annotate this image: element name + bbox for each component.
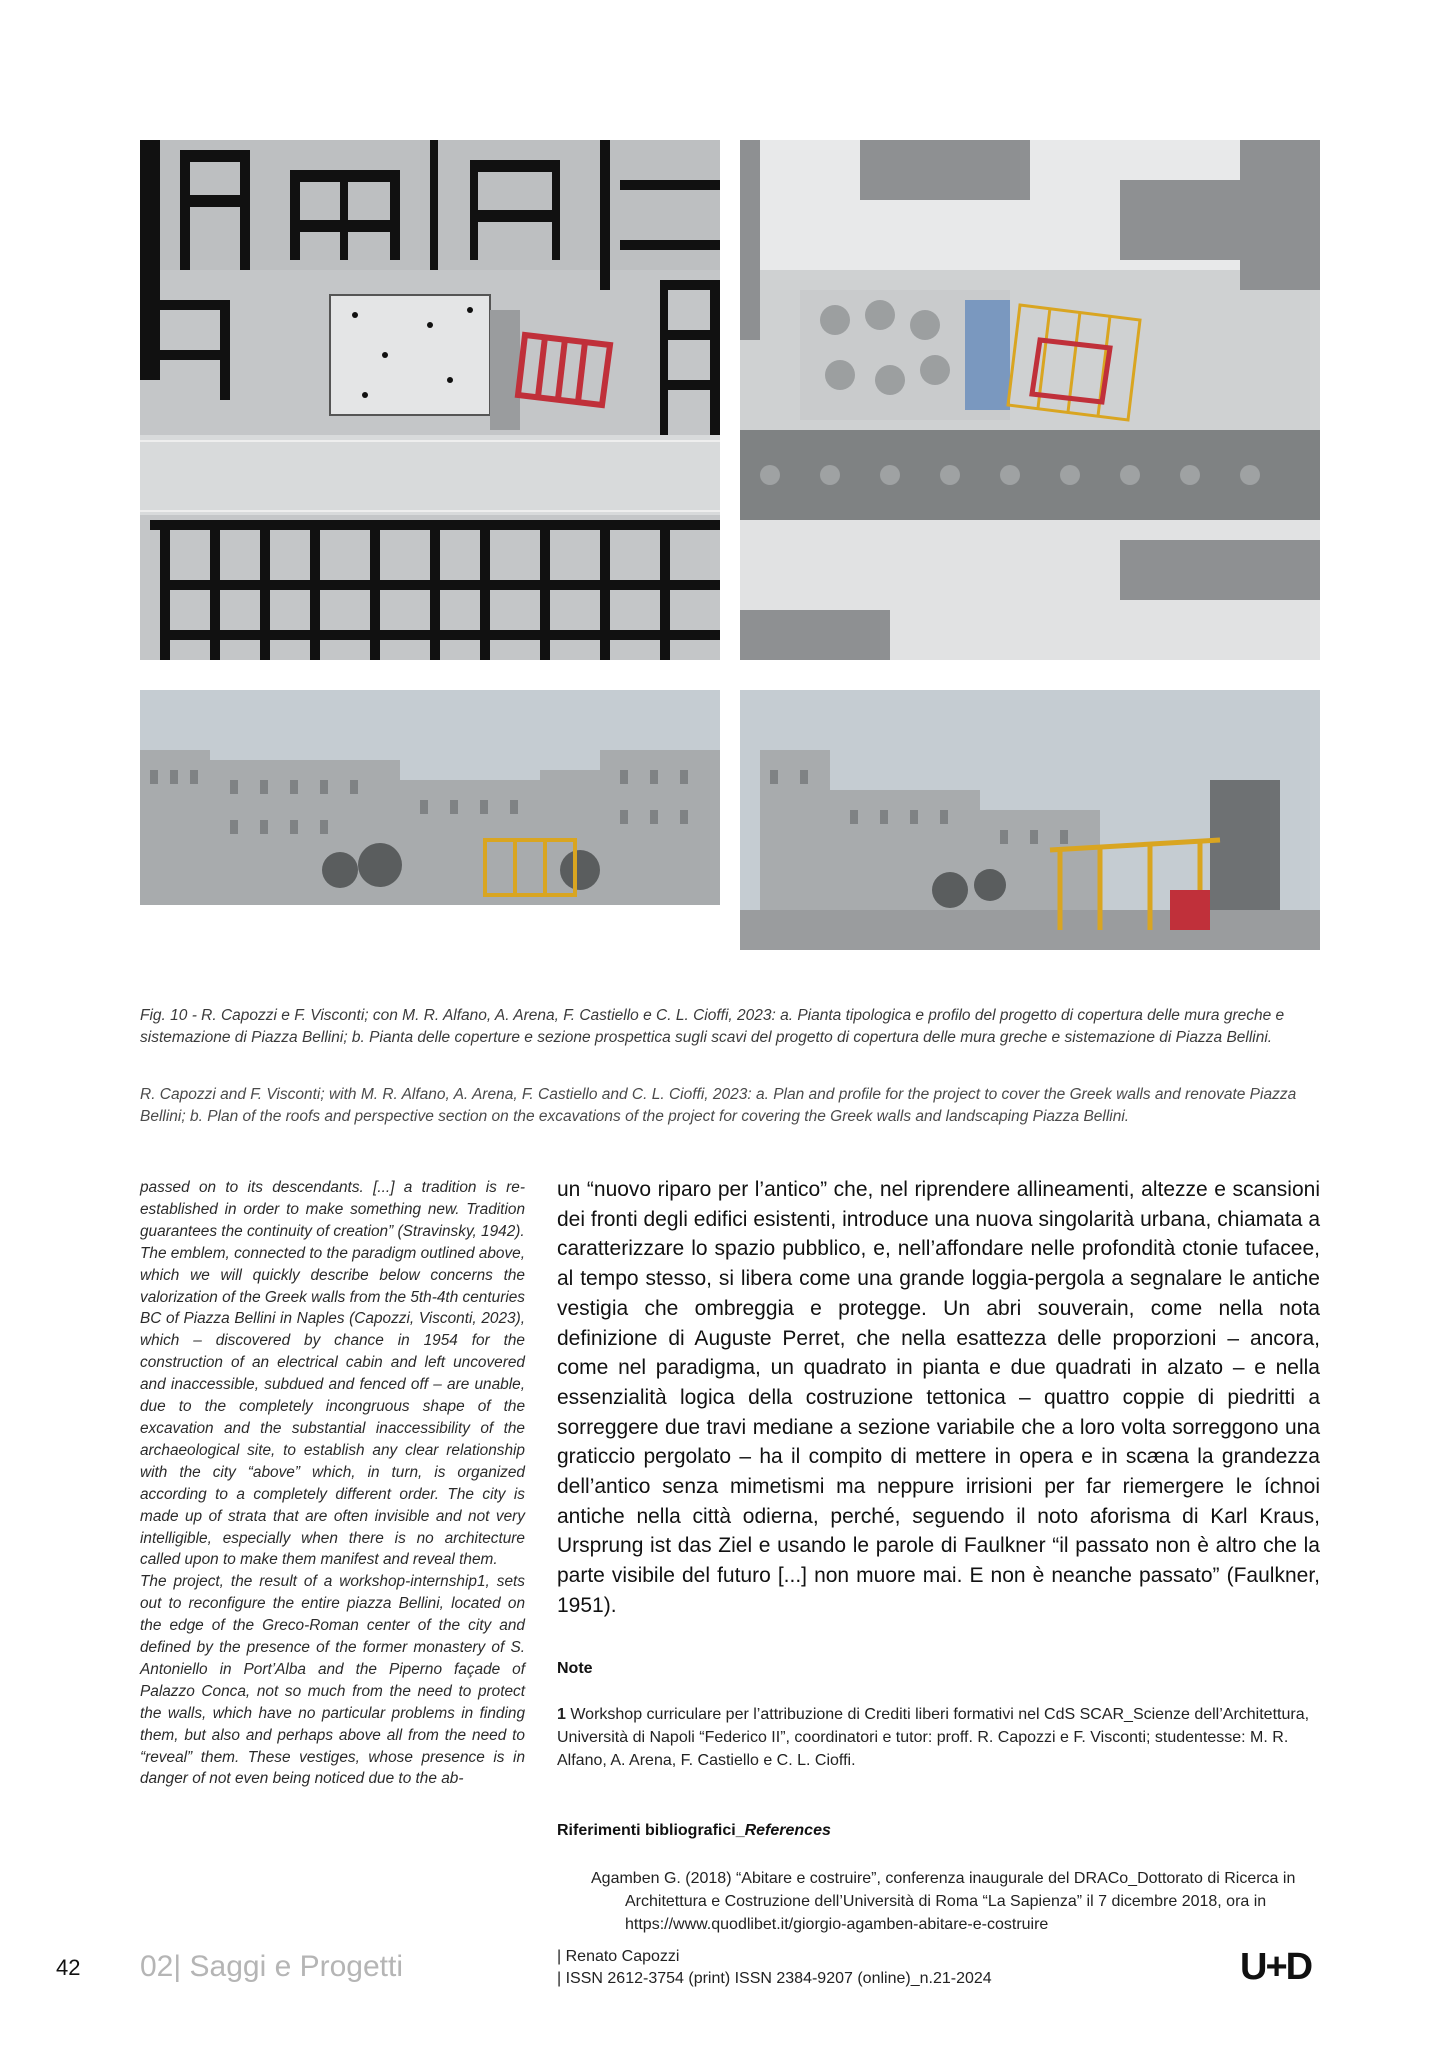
footer-credits (557, 1946, 992, 1990)
section-label (140, 1950, 403, 1984)
section-number: 02 (140, 1950, 174, 1983)
section-b-drawing (740, 690, 1320, 950)
footer-author: Renato Capozzi (565, 1948, 680, 1965)
italian-paragraph: un “nuovo riparo per l’antico” che, nel riprendere allineamenti, altezze e scansioni dei fronti degli edifici esistenti, introduce una nuova singolarità urbana, chiamata a caratterizzare lo spazio pubblico, e, nell’affondare nelle profondità ctonie tufacee, al tempo stesso, si libera come una grande loggia-pergola a segnalare le antiche vestigia che ombreggia e protegge. Un abri souverain, come nella nota definizione di Auguste Perret, che nella esattezza delle proporzioni – ancora, come nel paradigma, un quadrato in pianta e due quadrati in alzato – e nella essenzialità logica della costruzione tettonica – quattro coppie di piedritti a sorreggere due travi mediane a sezione variabile che a loro volta sorreggono una graticcio pergolato – ha il compito di mettere in opera e in scæna la grandezza dell’antico senza mimetismi ma neppure irrisioni per far riemergere le íchnoi antiche nella città odierna, perché, seguendo il noto aforisma di Karl Kraus, Ursprung ist das Ziel e usando le parole di Faulkner “il passato non è altro che la parte visibile del futuro [...] non muore mai. E non è neanche passato” (Faulkner, 1951). (557, 1178, 1320, 1617)
note-number: 1 (557, 1706, 566, 1723)
page-number: 42 (56, 1955, 81, 1980)
references-heading-prefix: Riferimenti bibliografici_ (557, 1822, 745, 1839)
english-paragraph: The emblem, connected to the paradigm outlined above, which we will quickly describe below concerns the valorization of the Greek walls from the 5th-4th centuries BC of Piazza Bellini in Naples (Capozzi, Visconti, 2023), which – discovered by chance in 1954 for the construction of an electrical cabin and left uncovered and inaccessible, subdued and fenced off – are unable, due to the completely incongruous shape of the excavation and the substantial inaccessibility of the archaeological site, to establish any clear relationship with the city “above” which, in turn, is organized according to a completely different order. The city is made up of strata that are often invisible and not very intelligible, especially when there is no architecture called upon to make them manifest and reveal them. (140, 1244, 526, 1569)
english-paragraph: The project, the result of a workshop-internship1, sets out to reconfigure the entire piazza Bellini, located on the edge of the Greco-Roman center of the city and defined by the presence of the former monastery of S. Antoniello in Port’Alba and the Piperno façade of Palazzo Conca, not so much from the need to protect the walls, which have no particular problems in finding them, but also and perhaps above all from the need to “reveal” them. These vestiges, whose presence is in danger of not even being noticed due to the ab- (140, 1573, 525, 1788)
figure-caption-english: R. Capozzi and F. Visconti; with M. R. Alfano, A. Arena, F. Castiello and C. L. Cioffi, 2023: a. Plan and profile for the project to cover the Greek walls and renovate Piazza Bellini; b. Plan of the roofs and perspective section on the excavations of the project for covering the Greek walls and landscaping Piazza Bellini. (140, 1086, 1297, 1125)
english-column (140, 1177, 525, 1790)
section-a-drawing (140, 690, 720, 905)
references-heading (557, 1822, 831, 1840)
footer-author-line: | Renato Capozzi (557, 1948, 680, 1965)
note-entry (557, 1703, 1320, 1772)
plan-a-drawing (140, 140, 720, 660)
section-title: Saggi e Progetti (181, 1950, 403, 1983)
reference-entry: Agamben G. (2018) “Abitare e costruire”, conferenza inaugurale del DRACo_Dottorato di Ricerca in Architettura e Costruzione dell’Università di Roma “La Sapienza” il 7 dicembre 2018, ora in https://www.quodlibet.it/giorgio-agamben-abitare-e-costruire (591, 1870, 1296, 1933)
notes-heading: Note (557, 1660, 593, 1677)
plan-b-drawing (740, 140, 1320, 660)
references-heading-suffix: References (744, 1822, 831, 1839)
italian-body-text (557, 1175, 1320, 1621)
figure-section-b (740, 690, 1320, 950)
english-paragraph: passed on to its descendants. [...] a tradition is re-established in order to make something new. Tradition guarantees the continuity of creation” (Stravinsky, 1942). (140, 1179, 525, 1240)
figure-caption-italian: Fig. 10 - R. Capozzi e F. Visconti; con M. R. Alfano, A. Arena, F. Castiello e C. L. Cioffi, 2023: a. Pianta tipologica e profilo del progetto di copertura delle mura greche e sistemazione di Piazza Bellini; b. Pianta delle coperture e sezione prospettica sugli scavi del progetto di copertura delle mura greche e sistemazione di Piazza Bellini. (140, 1007, 1285, 1046)
note-text: Workshop curriculare per l’attribuzione di Crediti liberi formativi nel CdS SCAR_Scienze dell’Architettura, Università di Napoli “Federico II”, coordinatori e tutor: proff. R. Capozzi e F. Visconti; studentesse: M. R. Alfano, A. Arena, F. Castiello e C. L. Cioffi. (557, 1706, 1310, 1769)
section-divider: | (173, 1950, 182, 1983)
footer-issn: ISSN 2612-3754 (print) ISSN 2384-9207 (online)_n.21-2024 (565, 1970, 992, 1987)
figure-plan-a (140, 140, 720, 660)
footer-issn-line: | ISSN 2612-3754 (print) ISSN 2384-9207 (online)_n.21-2024 (557, 1970, 992, 1987)
figure-plan-b (740, 140, 1320, 660)
journal-logo: U+D (1240, 1946, 1312, 1988)
figure-section-a (140, 690, 720, 905)
